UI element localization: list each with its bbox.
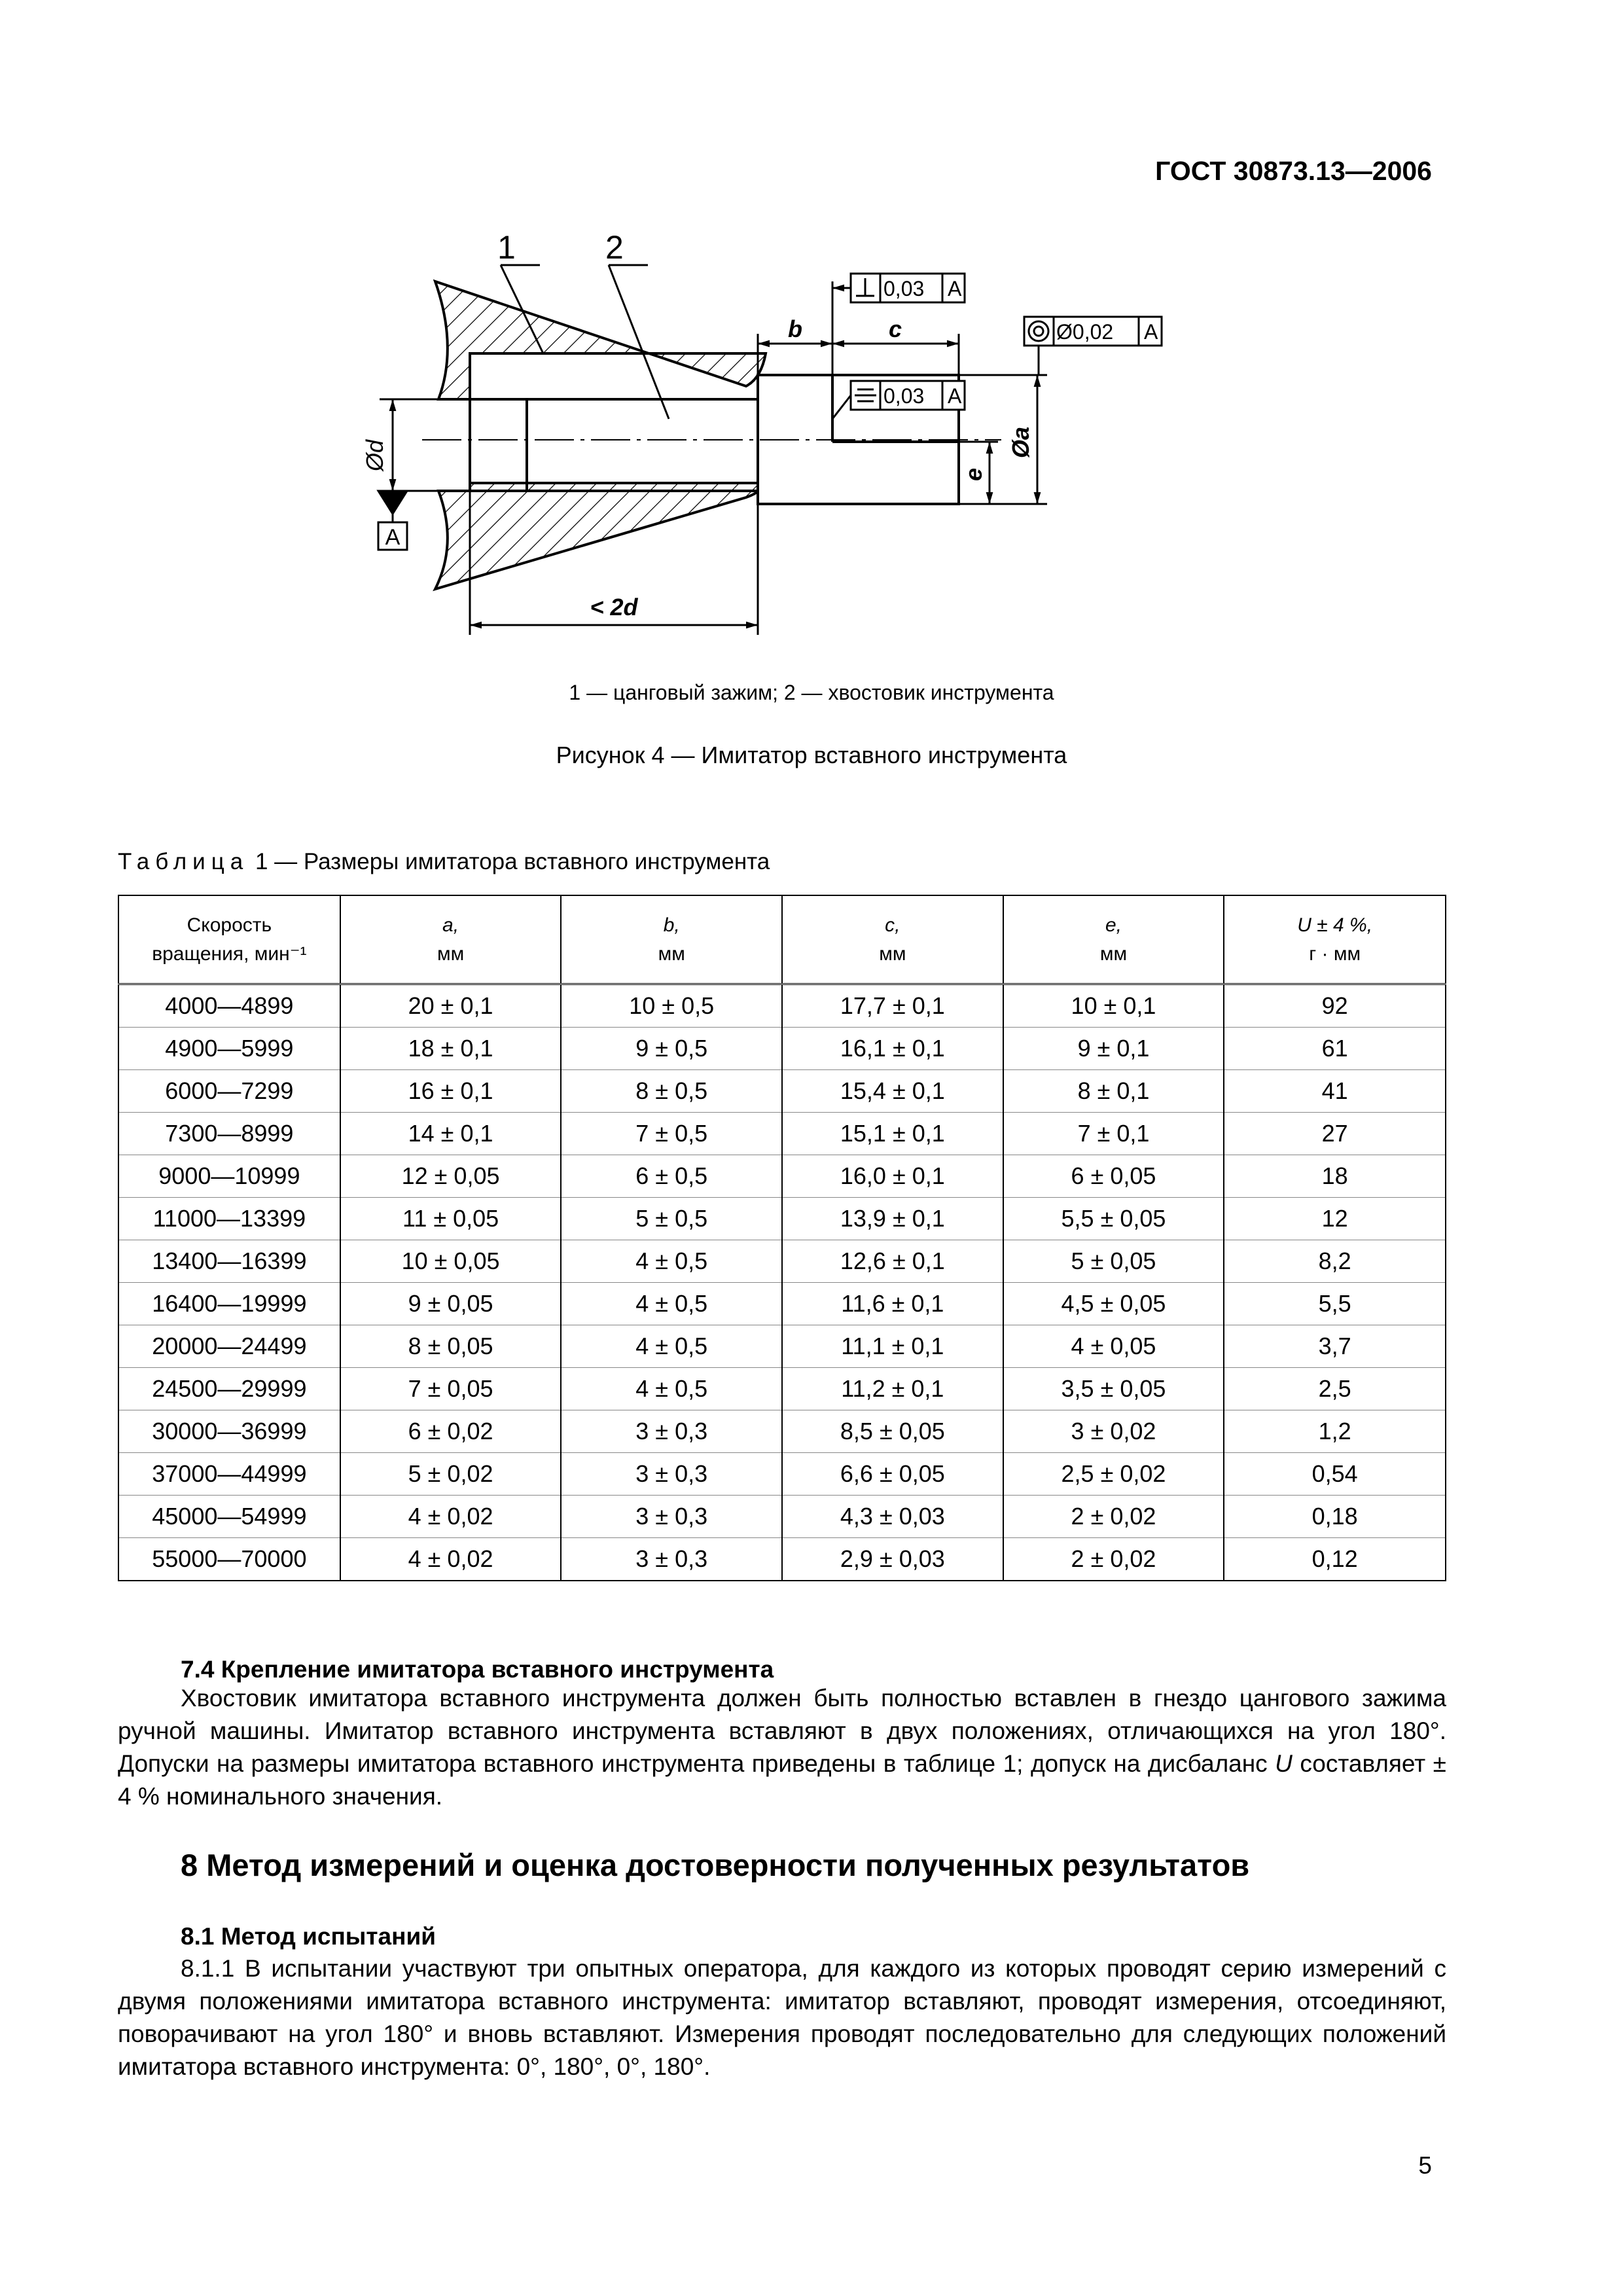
table-cell: 3 ± 0,3 [561,1453,782,1496]
table-row [118,1240,1446,1283]
table-cell: 4,5 ± 0,05 [1003,1283,1224,1325]
table-title [118,849,770,875]
table-cell: 12 [1224,1198,1446,1240]
table-cell: 8,2 [1224,1240,1446,1283]
table-cell: 55000—70000 [118,1538,340,1581]
table-header-line: b, [663,914,680,936]
table-title-text: — Размеры имитатора вставного инструмента [274,849,770,874]
table-cell: 4 ± 0,05 [1003,1325,1224,1368]
table-cell: 6,6 ± 0,05 [782,1453,1003,1496]
table-cell: 5 ± 0,05 [1003,1240,1224,1283]
table-cell: 14 ± 0,1 [340,1113,562,1155]
tol3-value: 0,03 [883,384,925,408]
table-cell: 7 ± 0,05 [340,1368,562,1410]
table-cell: 4900—5999 [118,1028,340,1070]
table-cell: 8 ± 0,5 [561,1070,782,1113]
table-header-cell [1224,895,1446,984]
datum-a-label: А [385,525,401,550]
table-cell: 30000—36999 [118,1410,340,1453]
section-7-4-text: Хвостовик имитатора вставного инструмента должен быть полностью вставлен в гнездо цангового зажима ручной машины. Имитатор вставного инструмента вставляют в двух положениях, отличающихся на угол 180°. Допуски на размеры имитатора вставного инструмента приведены в таблице 1; допуск на дисбаланс [118,1685,1446,1777]
table-row [118,1283,1446,1325]
table-header-cell [118,895,340,984]
table-cell: 11,6 ± 0,1 [782,1283,1003,1325]
tol2-datum: А [1144,320,1158,344]
table-cell: 4 ± 0,5 [561,1325,782,1368]
table-cell: 4 ± 0,02 [340,1538,562,1581]
dimension-c-label: c [888,315,902,342]
table-cell: 11 ± 0,05 [340,1198,562,1240]
table-cell: 0,54 [1224,1453,1446,1496]
section-8-heading: 8 Метод измерений и оценка достоверности полученных результатов [181,1848,1250,1882]
table-cell: 6 ± 0,05 [1003,1155,1224,1198]
table-cell: 2,5 ± 0,02 [1003,1453,1224,1496]
table-cell: 8,5 ± 0,05 [782,1410,1003,1453]
dimensions-table [118,895,1446,1581]
table-cell: 6 ± 0,02 [340,1410,562,1453]
table-cell: 41 [1224,1070,1446,1113]
collet-section [435,281,766,589]
table-header-line: Скорость [187,914,272,936]
table-cell: 8 ± 0,1 [1003,1070,1224,1113]
table-cell: 7300—8999 [118,1113,340,1155]
section-7-4-body [118,1682,1446,1813]
table-cell: 2 ± 0,02 [1003,1538,1224,1581]
table-cell: 20 ± 0,1 [340,984,562,1028]
table-cell: 8 ± 0,05 [340,1325,562,1368]
table-cell: 16,1 ± 0,1 [782,1028,1003,1070]
table-header-cell [340,895,562,984]
table-title-number: 1 [255,849,268,874]
callout-2: 2 [605,229,624,266]
table-body [118,984,1446,1581]
table-cell: 24500—29999 [118,1368,340,1410]
table-cell: 5 ± 0,02 [340,1453,562,1496]
table-header-cell [782,895,1003,984]
table-cell: 3 ± 0,3 [561,1410,782,1453]
table-cell: 3 ± 0,3 [561,1538,782,1581]
table-header-line: e, [1105,914,1122,936]
section-8-1-1-body: 8.1.1 В испытании участвуют три опытных оператора, для каждого из которых проводят серию измерений с двумя положениями имитатора вставного инструмента: имитатор вставляют, проводят измерения, отсоединяют, поворачивают на угол 180° и вновь вставляют. Измерения проводят последовательно для следующих положений имитатора вставного инструмента: 0°, 180°, 0°, 180°. [118,1955,1446,2080]
table-header-line: U ± 4 %, [1297,914,1373,936]
table-cell: 4 ± 0,5 [561,1368,782,1410]
table-cell: 0,12 [1224,1538,1446,1581]
table-row [118,1496,1446,1538]
table-header-line: мм [879,942,906,965]
table-cell: 92 [1224,984,1446,1028]
table-header-line: a, [442,914,459,936]
table-cell: 18 ± 0,1 [340,1028,562,1070]
dimension-e-label: e [960,467,987,481]
table-cell: 9000—10999 [118,1155,340,1198]
table-header-line: г · мм [1309,942,1361,965]
table-cell: 4 ± 0,5 [561,1283,782,1325]
table-cell: 15,4 ± 0,1 [782,1070,1003,1113]
table-cell: 10 ± 0,5 [561,984,782,1028]
dimension-a-label: Øa [1007,426,1034,458]
table-title-word: Таблица [118,849,249,874]
table-header-line: мм [1099,942,1128,965]
table-cell: 2,5 [1224,1368,1446,1410]
table-cell: 10 ± 0,1 [1003,984,1224,1028]
table-cell: 3,5 ± 0,05 [1003,1368,1224,1410]
figure-caption: Рисунок 4 — Имитатор вставного инструмента [556,742,1067,768]
table-cell: 5,5 [1224,1283,1446,1325]
table-cell: 3 ± 0,3 [561,1496,782,1538]
table-header-line: мм [658,942,685,965]
dimension-length-label: < 2d [590,594,638,620]
tol1-datum: А [948,277,962,300]
table-cell: 20000—24499 [118,1325,340,1368]
table-row [118,984,1446,1028]
table-cell: 12,6 ± 0,1 [782,1240,1003,1283]
table-cell: 3,7 [1224,1325,1446,1368]
table-row [118,1070,1446,1113]
table-row [118,1028,1446,1070]
dimension-d-label: Ød [361,439,388,471]
callout-1: 1 [497,229,516,266]
table-row [118,1368,1446,1410]
table-cell: 5,5 ± 0,05 [1003,1198,1224,1240]
table-row [118,1113,1446,1155]
table-cell: 16 ± 0,1 [340,1070,562,1113]
table-cell: 61 [1224,1028,1446,1070]
table-cell: 7 ± 0,1 [1003,1113,1224,1155]
figure-legend: 1 — цанговый зажим; 2 — хвостовик инструмента [569,681,1054,704]
table-cell: 12 ± 0,05 [340,1155,562,1198]
table-row [118,1410,1446,1453]
table-cell: 11000—13399 [118,1198,340,1240]
table-row [118,1198,1446,1240]
table-cell: 13,9 ± 0,1 [782,1198,1003,1240]
table-row [118,1538,1446,1581]
table-cell: 6 ± 0,5 [561,1155,782,1198]
table-cell: 16,0 ± 0,1 [782,1155,1003,1198]
table-row [118,1155,1446,1198]
table-cell: 7 ± 0,5 [561,1113,782,1155]
table-header-line: c, [885,914,901,936]
table-cell: 4 ± 0,02 [340,1496,562,1538]
table-cell: 17,7 ± 0,1 [782,984,1003,1028]
table-cell: 16400—19999 [118,1283,340,1325]
table-cell: 4 ± 0,5 [561,1240,782,1283]
table-cell: 5 ± 0,5 [561,1198,782,1240]
table-cell: 2,9 ± 0,03 [782,1538,1003,1581]
table-cell: 4,3 ± 0,03 [782,1496,1003,1538]
table-cell: 13400—16399 [118,1240,340,1283]
table-cell: 0,18 [1224,1496,1446,1538]
table-cell: 10 ± 0,05 [340,1240,562,1283]
table-cell: 4000—4899 [118,984,340,1028]
section-7-4-text-end: составляет ± 4 % номинального значения. [118,1750,1446,1810]
table-cell: 27 [1224,1113,1446,1155]
table-cell: 11,2 ± 0,1 [782,1368,1003,1410]
page-number: 5 [1418,2152,1432,2179]
figure-4-drawing [0,0,1623,681]
table-cell: 15,1 ± 0,1 [782,1113,1003,1155]
table-cell: 9 ± 0,5 [561,1028,782,1070]
document-code-header: ГОСТ 30873.13—2006 [1155,156,1432,186]
section-7-4-symbol: U [1275,1750,1293,1777]
tol1-value: 0,03 [883,277,925,300]
table-cell: 11,1 ± 0,1 [782,1325,1003,1368]
table-header-row [118,895,1446,984]
table-header-line: вращения, мин⁻¹ [152,942,307,965]
table-cell: 9 ± 0,1 [1003,1028,1224,1070]
section-7-4-heading: 7.4 Крепление имитатора вставного инструмента [181,1656,774,1683]
table-row [118,1453,1446,1496]
dimension-b-label: b [788,315,802,342]
tol2-value: Ø0,02 [1056,320,1114,344]
table-cell: 6000—7299 [118,1070,340,1113]
table-cell: 2 ± 0,02 [1003,1496,1224,1538]
table-header [118,895,1446,984]
table-header-cell [561,895,782,984]
table-cell: 45000—54999 [118,1496,340,1538]
table-header-line: мм [437,942,465,965]
table-header-cell [1003,895,1224,984]
table-row [118,1325,1446,1368]
tol3-datum: А [948,384,962,408]
table-cell: 3 ± 0,02 [1003,1410,1224,1453]
table-cell: 1,2 [1224,1410,1446,1453]
table-cell: 9 ± 0,05 [340,1283,562,1325]
table-cell: 18 [1224,1155,1446,1198]
table-cell: 37000—44999 [118,1453,340,1496]
section-8-1-heading: 8.1 Метод испытаний [181,1923,436,1950]
